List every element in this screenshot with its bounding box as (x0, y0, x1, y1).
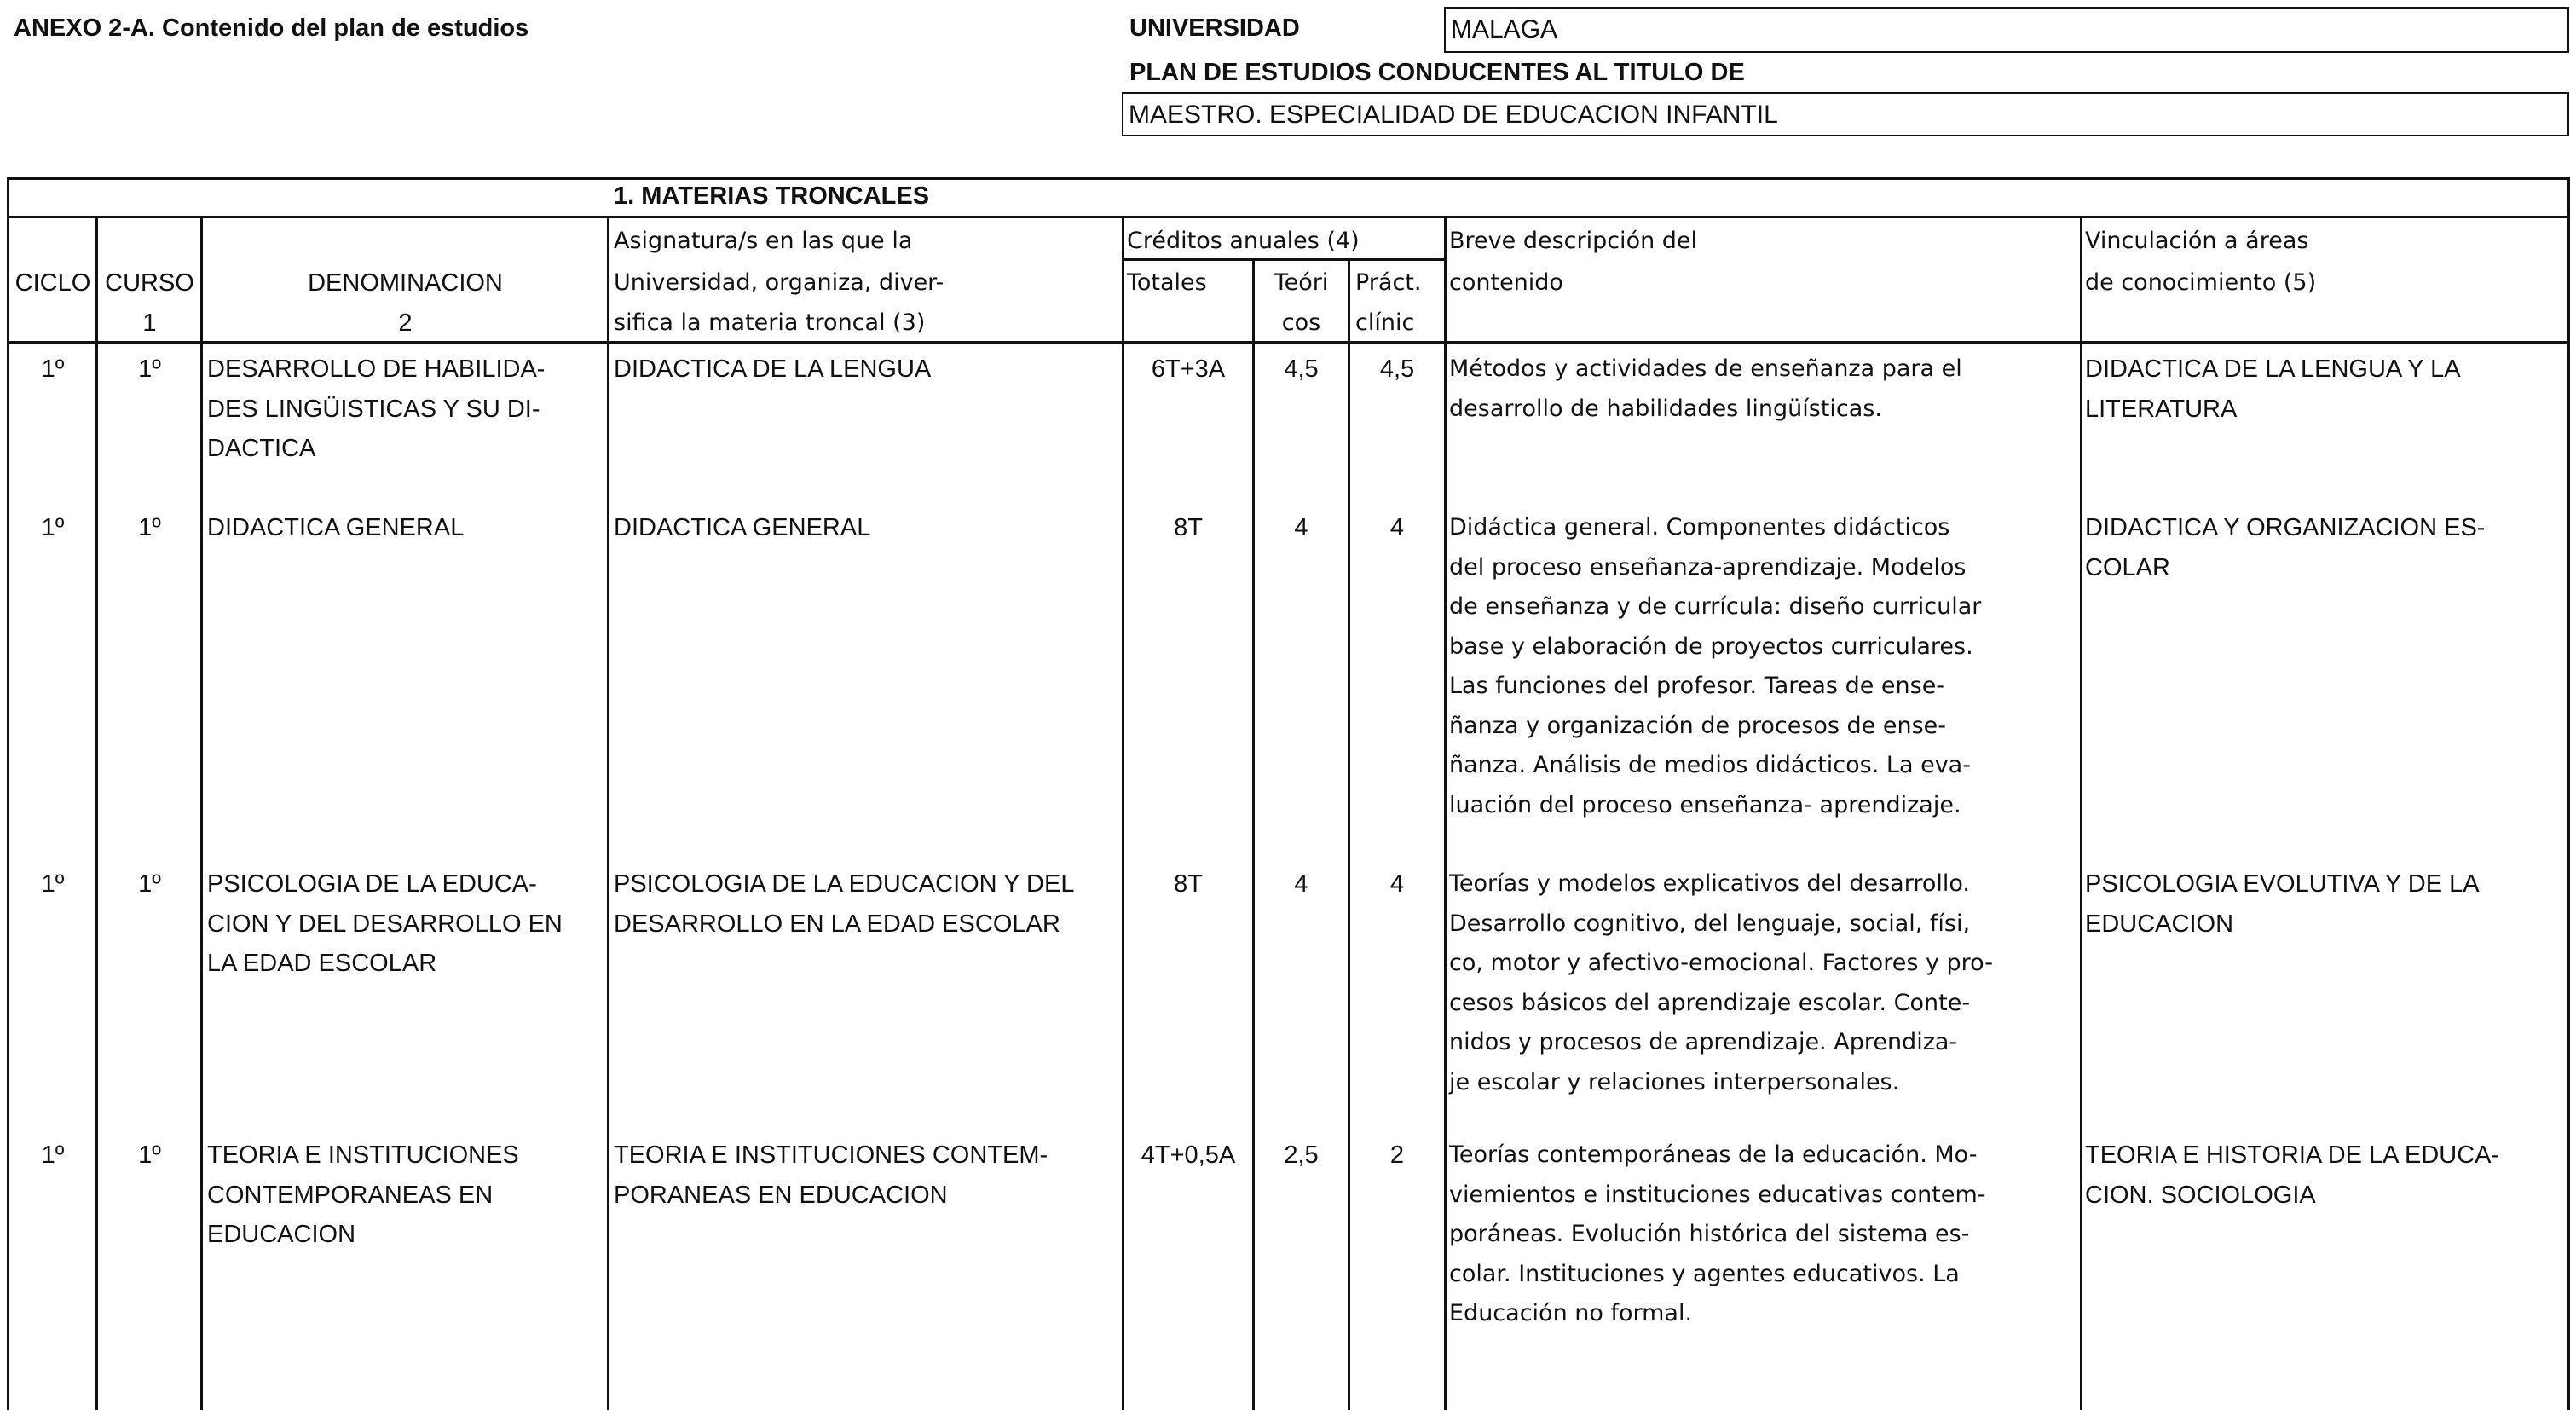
cell-curso: 1º (138, 870, 161, 898)
header-teoricos-line-1: Teóri (1274, 269, 1329, 296)
cell-descripcion-line: de enseñanza y de currícula: diseño curricular (1449, 593, 1982, 620)
header-curso-number: 1 (142, 309, 157, 337)
col-divider-descripcion (2080, 216, 2082, 1410)
cell-descripcion-line: Didáctica general. Componentes didácticos (1449, 514, 1950, 540)
header-descripcion-line-1: Breve descripción del (1449, 228, 1698, 254)
cell-denominacion-line: DACTICA (207, 435, 316, 462)
header-vinculacion-line-1: Vinculación a áreas (2085, 228, 2309, 254)
cell-denominacion-line: DESARROLLO DE HABILIDA- (207, 355, 546, 383)
cell-descripcion-line: Educación no formal. (1449, 1300, 1693, 1326)
cell-descripcion-line: del proceso enseñanza-aprendizaje. Modelos (1449, 553, 1967, 581)
section-title: 1. MATERIAS TRONCALES (614, 182, 930, 210)
header-denominacion: DENOMINACION (308, 269, 503, 297)
cell-practicos: 4 (1389, 514, 1405, 541)
cell-descripcion-line: luación del proceso enseñanza- aprendizaje. (1449, 791, 1961, 818)
col-divider-curso (200, 216, 203, 1410)
cell-descripcion-line: cesos básicos del aprendizaje escolar. Conte- (1449, 989, 1971, 1016)
cell-ciclo: 1º (41, 514, 65, 541)
cell-descripcion-line: je escolar y relaciones interpersonales. (1449, 1068, 1900, 1095)
cell-descripcion-line: Las funciones del profesor. Tareas de ense- (1449, 673, 1945, 699)
plan-field (1122, 92, 2569, 136)
cell-vinculacion-line: LITERATURA (2085, 395, 2238, 423)
cell-vinculacion-line: PSICOLOGIA EVOLUTIVA Y DE LA (2085, 870, 2480, 898)
cell-asignatura-line: DESARROLLO EN LA EDAD ESCOLAR (614, 910, 1060, 938)
cell-totales: 4T+0,5A (1141, 1141, 1236, 1169)
col-divider-asignatura (1122, 216, 1124, 1410)
university-label: UNIVERSIDAD (1129, 14, 1300, 42)
cell-descripcion-line: desarrollo de habilidades lingüísticas. (1449, 395, 1882, 422)
cell-vinculacion-line: EDUCACION (2085, 910, 2234, 938)
section-title-divider (7, 216, 2569, 218)
cell-ciclo: 1º (41, 870, 65, 898)
cell-descripcion-line: poráneas. Evolución histórica del sistema es- (1449, 1221, 1970, 1247)
cell-ciclo: 1º (41, 1141, 65, 1169)
annex-title: ANEXO 2-A. Contenido del plan de estudios (14, 14, 529, 42)
cell-teoricos: 4 (1294, 514, 1308, 541)
cell-denominacion-line: PSICOLOGIA DE LA EDUCA- (207, 870, 537, 898)
header-curso: CURSO (105, 269, 194, 297)
cell-descripcion-line: co, motor y afectivo-emocional. Factores y pro- (1449, 950, 1993, 976)
col-divider-ciclo (95, 216, 98, 1410)
cell-totales: 8T (1174, 514, 1203, 541)
cell-descripcion-line: nidos y procesos de aprendizaje. Aprendiza- (1449, 1029, 1958, 1055)
cell-vinculacion-line: DIDACTICA Y ORGANIZACION ES- (2085, 514, 2486, 541)
cell-descripcion-line: viemientos e instituciones educativas contem- (1449, 1181, 1986, 1208)
header-practicos-line-1: Práct. (1355, 269, 1422, 296)
cell-asignatura-line: TEORIA E INSTITUCIONES CONTEM- (614, 1141, 1048, 1169)
cell-asignatura-line: DIDACTICA GENERAL (614, 514, 871, 541)
cell-practicos: 4 (1389, 870, 1405, 898)
cell-asignatura-line: PSICOLOGIA DE LA EDUCACION Y DEL (614, 870, 1075, 898)
cell-descripcion-line: ñanza y organización de procesos de ense- (1449, 712, 1947, 739)
cell-vinculacion-line: CION. SOCIOLOGIA (2085, 1181, 2316, 1209)
cell-denominacion-line: CONTEMPORANEAS EN (207, 1181, 494, 1209)
header-ciclo: CICLO (14, 269, 91, 297)
col-divider-teoricos (1348, 258, 1350, 1410)
cell-teoricos: 2,5 (1284, 1141, 1319, 1169)
header-asignatura-line-2: Universidad, organiza, diver- (614, 269, 944, 296)
header-descripcion-line-2: contenido (1449, 269, 1563, 296)
header-totales: Totales (1127, 269, 1207, 296)
university-value: MALAGA (1451, 15, 1558, 43)
cell-curso: 1º (138, 1141, 161, 1169)
table-left-border (7, 177, 9, 1410)
header-teoricos-line-2: cos (1281, 309, 1321, 336)
cell-practicos: 4,5 (1379, 355, 1415, 383)
cell-asignatura-line: DIDACTICA DE LA LENGUA (614, 355, 932, 383)
cell-asignatura-line: PORANEAS EN EDUCACION (614, 1181, 948, 1209)
cell-descripcion-line: Desarrollo cognitivo, del lenguaje, social, físi, (1449, 910, 1971, 937)
cell-denominacion-line: DES LINGÜISTICAS Y SU DI- (207, 395, 540, 423)
header-denominacion-number: 2 (398, 309, 413, 337)
cell-descripcion-line: base y elaboración de proyectos curriculares. (1449, 633, 1973, 660)
cell-denominacion-line: TEORIA E INSTITUCIONES (207, 1141, 519, 1169)
table-right-border (2567, 177, 2570, 1410)
cell-vinculacion-line: DIDACTICA DE LA LENGUA Y LA (2085, 355, 2461, 383)
cell-descripcion-line: Teorías y modelos explicativos del desarrollo. (1449, 870, 1970, 897)
col-divider-denominacion (607, 216, 609, 1410)
header-practicos-line-2: clínic (1355, 309, 1415, 336)
header-asignatura-line-1: Asignatura/s en las que la (614, 228, 913, 254)
cell-denominacion-line: CION Y DEL DESARROLLO EN (207, 910, 563, 938)
cell-denominacion-line: EDUCACION (207, 1221, 356, 1248)
header-vinculacion-line-2: de conocimiento (5) (2085, 269, 2317, 296)
cell-practicos: 2 (1389, 1141, 1405, 1169)
cell-vinculacion-line: COLAR (2085, 553, 2170, 581)
cell-denominacion-line: DIDACTICA GENERAL (207, 514, 465, 541)
cell-teoricos: 4,5 (1284, 355, 1319, 383)
table-top-border (7, 177, 2569, 180)
header-creditos: Créditos anuales (4) (1127, 228, 1360, 254)
cell-descripcion-line: Métodos y actividades de enseñanza para el (1449, 355, 1962, 382)
cell-descripcion-line: Teorías contemporáneas de la educación. Mo- (1449, 1141, 1978, 1168)
cell-vinculacion-line: TEORIA E HISTORIA DE LA EDUCA- (2085, 1141, 2500, 1169)
plan-label: PLAN DE ESTUDIOS CONDUCENTES AL TITULO DE (1129, 59, 1745, 86)
cell-totales: 8T (1174, 870, 1203, 898)
cell-descripcion-line: ñanza. Análisis de medios didácticos. La eva- (1449, 752, 1971, 778)
cell-curso: 1º (138, 514, 161, 541)
col-divider-creditos (1444, 216, 1447, 1410)
cell-totales: 6T+3A (1151, 355, 1226, 383)
cell-denominacion-line: LA EDAD ESCOLAR (207, 950, 437, 977)
cell-descripcion-line: colar. Instituciones y agentes educativos. La (1449, 1260, 1960, 1287)
university-field (1444, 7, 2569, 53)
cell-curso: 1º (138, 355, 161, 383)
header-asignatura-line-3: sifica la materia troncal (3) (614, 309, 926, 336)
cell-teoricos: 4 (1294, 870, 1308, 898)
plan-value: MAESTRO. ESPECIALIDAD DE EDUCACION INFANTIL (1129, 101, 1778, 129)
col-divider-totales (1252, 258, 1255, 1410)
cell-ciclo: 1º (41, 355, 65, 383)
